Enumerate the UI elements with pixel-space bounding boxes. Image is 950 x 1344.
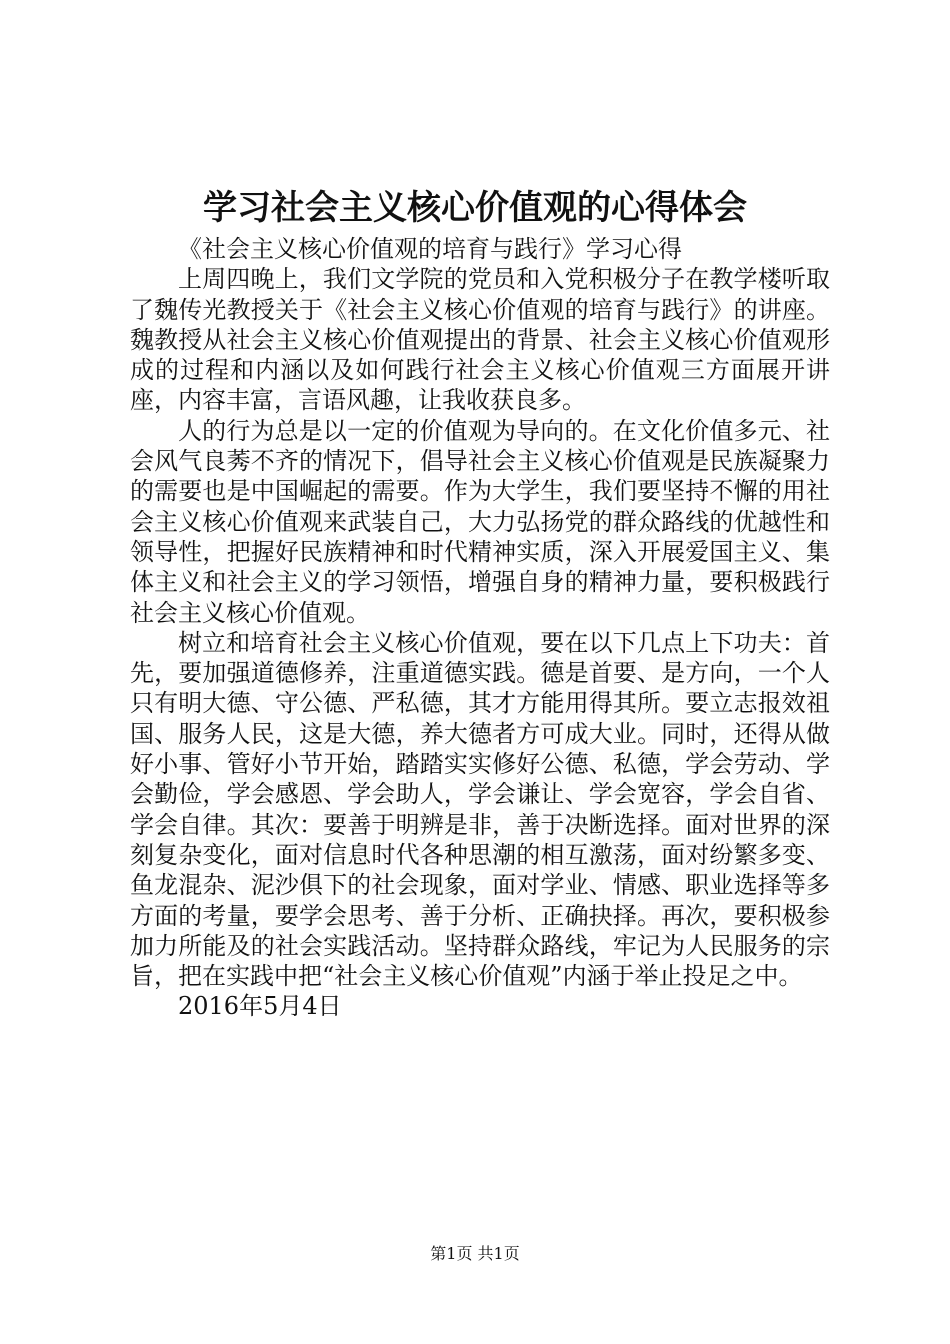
document-title: 学习社会主义核心价值观的心得体会 bbox=[203, 188, 747, 228]
body-paragraph-2: 人的行为总是以一定的价值观为导向的。在文化价值多元、社会风气良莠不齐的情况下，倡导社会主义核心价值观是民族凝聚力的需要也是中国崛起的需要。作为大学生，我们要坚持不懈的用社会主义核心价值观来武装自己，大力弘扬党的群众路线的优越性和领导性，把握好民族精神和时代精神实质，深入开展爱国主义、集体主义和社会主义的学习领悟，增强自身的精神力量，要积极践行社会主义核心价值观。 bbox=[130, 416, 830, 627]
document-body bbox=[130, 234, 830, 1022]
page-number-footer: 第1页 共1页 bbox=[430, 1244, 520, 1263]
body-paragraph-3: 树立和培育社会主义核心价值观，要在以下几点上下功夫：首先，要加强道德修养，注重道德实践。德是首要、是方向，一个人只有明大德、守公德、严私德，其才方能用得其所。要立志报效祖国、服务人民，这是大德，养大德者方可成大业。同时，还得从做好小事、管好小节开始，踏踏实实修好公德、私德，学会劳动、学会勤俭，学会感恩、学会助人，学会谦让、学会宽容，学会自省、学会自律。其次：要善于明辨是非，善于决断选择。面对世界的深刻复杂变化，面对信息时代各种思潮的相互激荡，面对纷繁多变、鱼龙混杂、泥沙俱下的社会现象，面对学业、情感、职业选择等多方面的考量，要学会思考、善于分析、正确抉择。再次，要积极参加力所能及的社会实践活动。坚持群众路线，牢记为人民服务的宗旨，把在实践中把“社会主义核心价值观”内涵于举止投足之中。 bbox=[130, 628, 830, 991]
body-paragraph-1: 上周四晚上，我们文学院的党员和入党积极分子在教学楼听取了魏传光教授关于《社会主义核心价值观的培育与践行》的讲座。魏教授从社会主义核心价值观提出的背景、社会主义核心价值观形成的过程和内涵以及如何践行社会主义核心价值观三方面展开讲座，内容丰富，言语风趣，让我收获良多。 bbox=[130, 265, 830, 415]
date-paragraph: 2016年5月4日 bbox=[178, 992, 342, 1021]
subtitle-paragraph: 《社会主义核心价值观的培育与践行》学习心得 bbox=[178, 235, 682, 263]
